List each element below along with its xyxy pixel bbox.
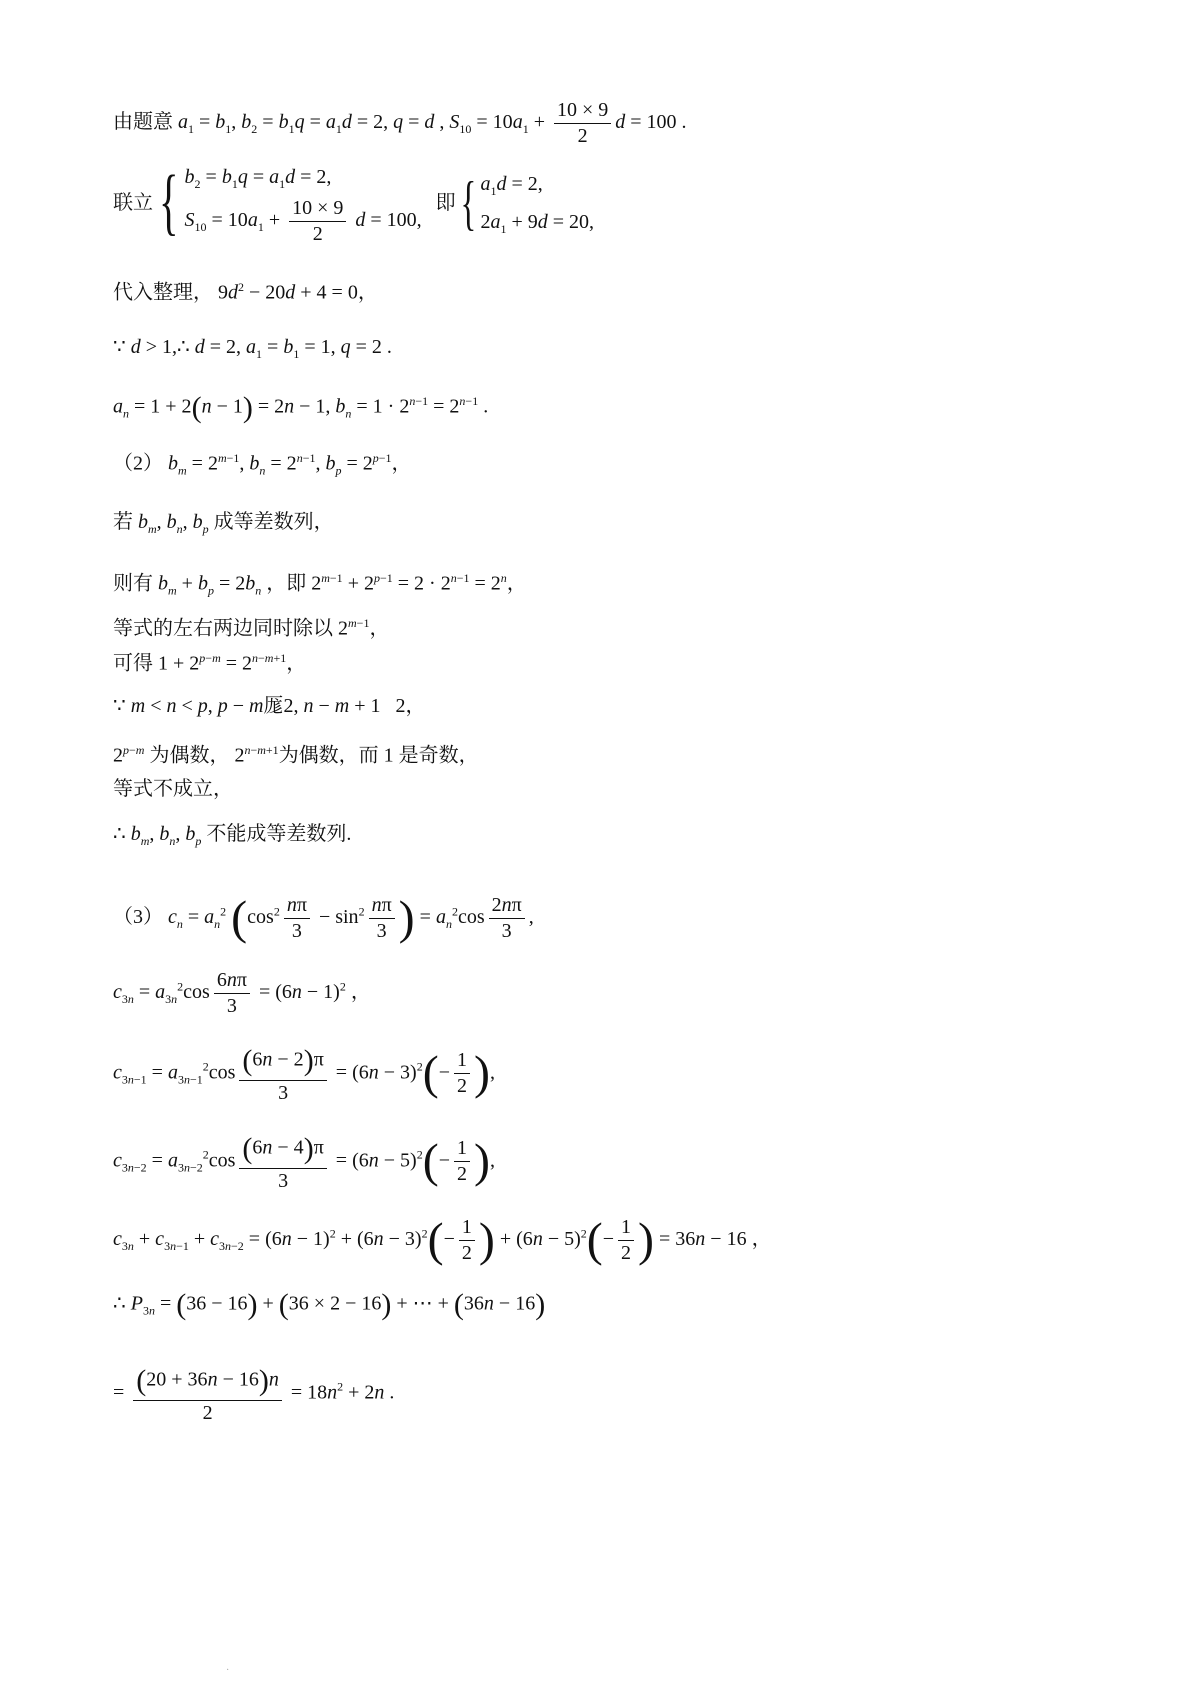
text-if: 若 bbox=[113, 511, 133, 533]
line-system: 联立 { $b_2 = b_1q = a_1d = 2$, $S_{10} = 10a_1$ + $\frac{10 \times 9}{2}$ d = 100, 即 { $a_1d = 2$, $2a_1 + 9d = 20$, bbox=[113, 160, 595, 245]
text-obtain: 可得 bbox=[113, 652, 153, 675]
text-even-1: 为偶数， bbox=[149, 744, 230, 767]
line-divide: 等式的左右两边同时除以 $2^{m-1}$， bbox=[113, 616, 390, 640]
line-c3n-1: $c_{3n-1} = a_{3n-1}^2\cos$ $\frac{(6n - 2)\pi}{3}$ = $(6n - 3)^2(-$ $\frac{1}{2}$ ), bbox=[113, 1044, 495, 1104]
line-not-hold bbox=[113, 779, 233, 799]
line-sum3: $c_{3n} + c_{3n-1} + c_{3n-2} = (6n - 1)^2 + (6n - 3)^2(-$ $\frac{1}{2}$ ) + $(6n - 5)^2(-$ $\frac{1}{2}$ ) = 36n − 16 ， bbox=[113, 1213, 772, 1267]
line-conclusion: ∴ $b_m$, $b_n$, $b_p$ 不能成等差数列. bbox=[113, 823, 352, 848]
fraction: $\frac{10 \times 9}{2}$ bbox=[554, 98, 611, 149]
line-part3: （3） $c_n = a_n^2$ ($\cos^2$ $\frac{n\pi}{3}$ − $\sin^2$ $\frac{n\pi}{3}$ ) = $a_n^2\cos$ $\frac{2n\pi}{3}$ , bbox=[113, 891, 534, 945]
line-general-term: $a_n = 1 + 2(n - 1) = 2n - 1$, $b_n = 1 \cdot 2^{n-1} = 2^{n-1}$ . bbox=[113, 391, 489, 424]
line-part2: （2） $b_m = 2^{m-1}$, $b_n = 2^{n-1}$, $b_p = 2^{p-1}$， bbox=[113, 451, 412, 478]
text-even-2: 为偶数，而 1 是奇数， bbox=[278, 744, 479, 767]
line-c3n-2: $c_{3n-2} = a_{3n-2}^2\cos$ $\frac{(6n - 4)\pi}{3}$ = $(6n - 5)^2(-$ $\frac{1}{2}$ ), bbox=[113, 1132, 495, 1192]
text-not-hold: 等式不成立， bbox=[113, 778, 233, 800]
text-that-is-2: ，即 bbox=[266, 572, 307, 595]
line-then: 则有 $b_m + b_p = 2b_n$ ，即 $2^{m-1} + 2^{p-1} = 2 \cdot 2^{n-1} = 2^n$， bbox=[113, 571, 527, 598]
text-that-is: 即 bbox=[435, 191, 456, 214]
text-substitute: 代入整理， bbox=[113, 281, 213, 304]
line-p3n: ∴ $P_{3n} = (36 - 16) + (36 \times 2 - 16)$ + ⋯ + (36n − 16) bbox=[113, 1288, 546, 1321]
text-form-arith: 成等差数列， bbox=[213, 511, 334, 533]
line-given: 由题意 $a_1 = b_1$, $b_2 = b_1q = a_1d = 2$, q = d , $S_{10} = 10a_1$ + $\frac{10 \times 9}{2}$ d = 100 . bbox=[113, 99, 687, 147]
text-combine: 联立 bbox=[113, 191, 153, 214]
page-mark: · bbox=[226, 1665, 230, 1676]
line-d-value: ∵ d > 1,∴ d = 2, $a_1 = b_1 = 1$, q = 2 . bbox=[113, 336, 392, 361]
text-part2: （2） bbox=[113, 452, 163, 475]
line-if-arith: 若 $b_m$, $b_n$, $b_p$ 成等差数列， bbox=[113, 511, 334, 536]
line-even: $2^{p-m}$ 为偶数， $2^{n-m+1}$为偶数，而 1 是奇数， bbox=[113, 743, 479, 767]
text-conclusion: 不能成等差数列. bbox=[206, 823, 352, 845]
line-substitute: 代入整理， $9d^2 - 20d + 4 = 0$， bbox=[113, 280, 378, 304]
line-obtain: 可得 $1 + 2^{p-m} = 2^{n-m+1}$， bbox=[113, 651, 307, 675]
text-part3: （3） bbox=[113, 906, 163, 929]
line-c3n: $c_{3n} = a_{3n}^2\cos$ $\frac{6n\pi}{3}$ = $(6n - 1)^2$ ， bbox=[113, 969, 371, 1017]
line-result: = $\frac{(20 + 36n - 16)n}{2}$ = $18n^2 + 2n$ . bbox=[113, 1364, 395, 1424]
text-then: 则有 bbox=[113, 572, 153, 595]
line-since: ∵ m < n < p, p − m厖2, n − m + 1 2， bbox=[113, 695, 426, 717]
text-divide: 等式的左右两边同时除以 bbox=[113, 617, 333, 640]
text-given: 由题意 bbox=[113, 111, 173, 134]
